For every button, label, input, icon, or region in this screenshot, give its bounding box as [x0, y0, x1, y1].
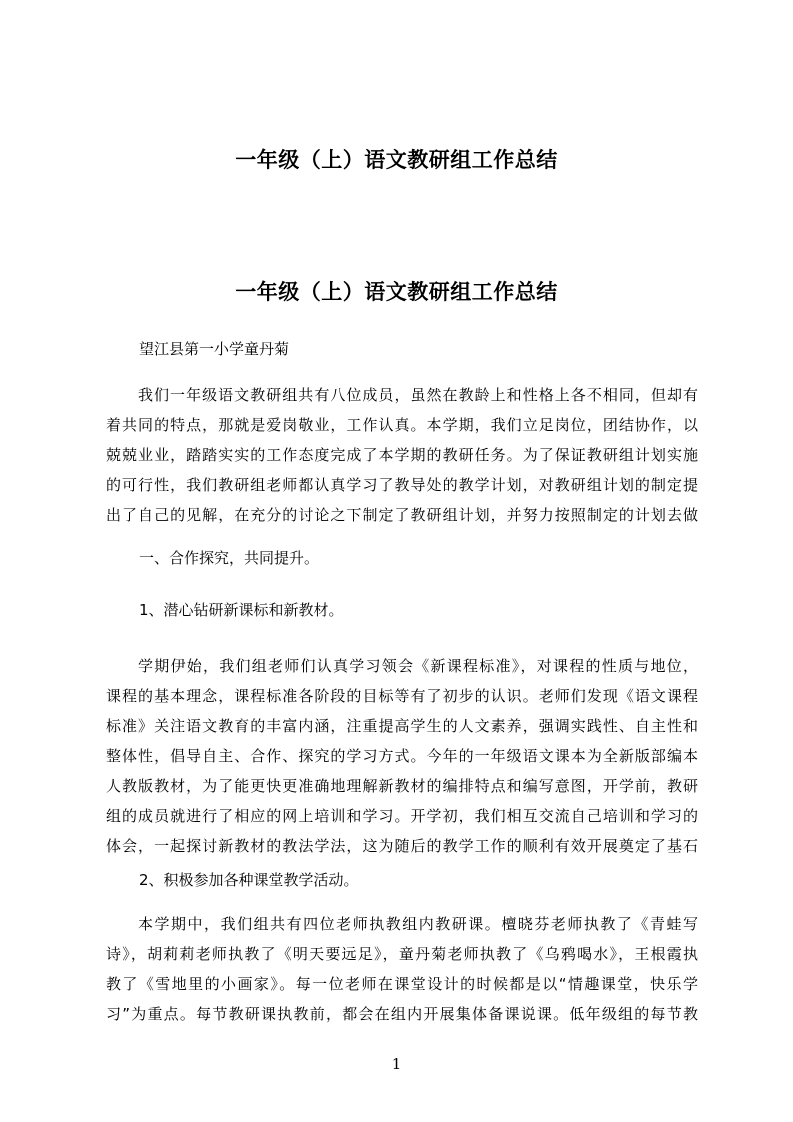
paragraph-line: 我们一年级语文教研组共有八位成员，虽然在教龄上和性格上各不相同，但却有 — [138, 386, 698, 404]
paragraph-line: 习”为重点。每节教研课执教前，都会在组内开展集体备课说课。低年级组的每节教 — [106, 1005, 698, 1023]
paragraph-line: 教了《雪地里的小画家》。每一位老师在课堂设计的时候都是以“情趣课堂，快乐学 — [106, 975, 698, 993]
paragraph-line: 的可行性，我们教研组老师都认真学习了教导处的教学计划，对教研组计划的制定提 — [106, 476, 698, 494]
item-1-paragraph — [106, 651, 698, 861]
subsection-heading: 2、积极参加各种课堂教学活动。 — [139, 871, 359, 889]
paragraph-line: 着共同的特点，那就是爱岗敬业，工作认真。本学期，我们立足岗位，团结协作，以 — [106, 416, 698, 434]
paragraph-line: 标准》关注语文教育的丰富内涵，注重提高学生的人文素养，强调实践性、自主性和 — [106, 717, 698, 735]
author-line: 望江县第一小学童丹菊 — [139, 340, 290, 358]
paragraph-line: 本学期中，我们组共有四位老师执教组内教研课。檀晓芬老师执教了《青蛙写 — [138, 915, 698, 933]
document-heading: 一年级（上）语文教研组工作总结 — [235, 280, 558, 304]
paragraph-line: 整体性，倡导自主、合作、探究的学习方式。今年的一年级语文课本为全新版部编本 — [106, 747, 698, 765]
intro-paragraph — [106, 380, 698, 530]
paragraph-line: 体会，一起探讨新教材的教法学法，这为随后的教学工作的顺利有效开展奠定了基石 — [106, 837, 698, 855]
paragraph-line: 人教版教材，为了能更快更准确地理解新教材的编排特点和编写意图，开学前，教研 — [106, 777, 698, 795]
subsection-heading: 1、潜心钻研新课标和新教材。 — [139, 601, 344, 619]
paragraph-line: 组的成员就进行了相应的网上培训和学习。开学初，我们相互交流自己培训和学习的 — [106, 807, 698, 825]
item-2-paragraph — [106, 909, 698, 1029]
paragraph-line: 课程的基本理念，课程标准各阶段的目标等有了初步的认识。老师们发现《语文课程 — [106, 687, 698, 705]
paragraph-line: 学期伊始，我们组老师们认真学习领会《新课程标准》，对课程的性质与地位， — [138, 657, 698, 675]
paragraph-line: 兢兢业业，踏踏实实的工作态度完成了本学期的教研任务。为了保证教研组计划实施 — [106, 446, 698, 464]
section-heading: 一、合作探究，共同提升。 — [139, 549, 320, 567]
page-title: 一年级（上）语文教研组工作总结 — [235, 148, 558, 172]
page-number: 1 — [391, 1055, 402, 1073]
paragraph-line: 诗》，胡莉莉老师执教了《明天要远足》，童丹菊老师执教了《乌鸦喝水》，王根霞执 — [106, 945, 698, 963]
paragraph-line: 出了自己的见解，在充分的讨论之下制定了教研组计划，并努力按照制定的计划去做 — [106, 506, 698, 524]
